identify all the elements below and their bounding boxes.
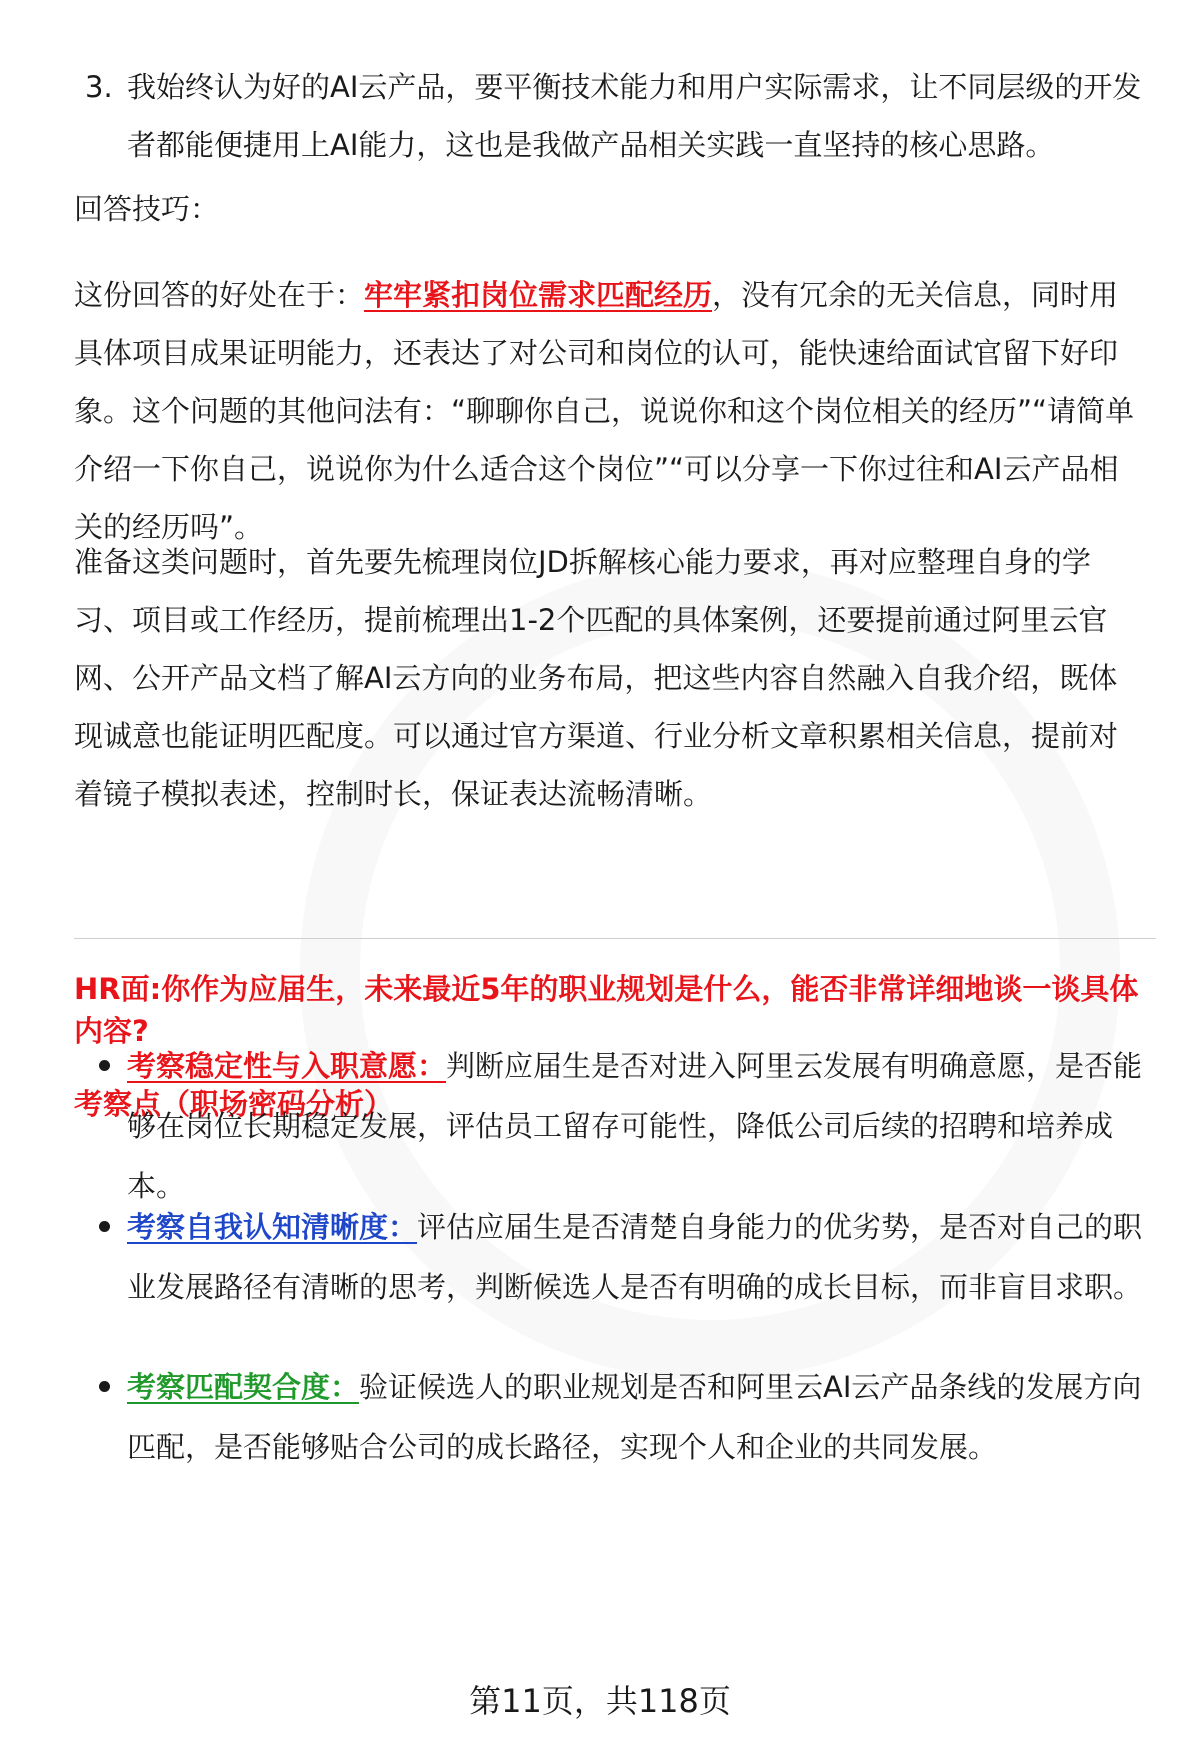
section-divider <box>74 938 1156 939</box>
bullet-dot <box>99 1381 110 1392</box>
bullet-text: 评估应届生是否清楚自身能力的优劣势，是否对自己的职业发展路径有清晰的思考，判断候选人是否有明确的成长目标，而非盲目求职。 <box>127 1210 1143 1304</box>
tips-paragraph-2: 准备这类问题时，首先要先梳理岗位JD拆解核心能力要求，再对应整理自身的学习、项目或工作经历，提前梳理出1-2个匹配的具体案例，还要提前通过阿里云官网、公开产品文档了解AI云方向的业务布局，把这些内容自然融入自我介绍，既体现诚意也能证明匹配度。可以通过官方渠道、行业分析文章积累相关信息，提前对着镜子模拟表述，控制时长，保证表达流畅清晰。 <box>74 545 1119 811</box>
question-title: HR面:你作为应届生，未来最近5年的职业规划是什么，能否非常详细地谈一谈具体内容? <box>74 972 1139 1048</box>
list-number: 3. <box>85 70 113 104</box>
bullet-dot <box>99 1060 110 1071</box>
analysis-title: 考察点（职场密码分析） <box>74 1087 394 1121</box>
tips-suffix: ，没有冗余的无关信息，同时用具体项目成果证明能力，还表达了对公司和岗位的认可，能快速给面试官留下好印象。这个问题的其他问法有：“聊聊你自己，说说你和这个岗位相关的经历”“请简单介绍一下你自己，说说你为什么适合这个岗位”“可以分享一下你过往和AI云产品相关的经历吗”。 <box>74 278 1135 544</box>
tips-prefix: 这份回答的好处在于： <box>74 278 365 312</box>
tips-paragraph-1 <box>74 266 1144 556</box>
bullet-text: 验证候选人的职业规划是否和阿里云AI云产品条线的发展方向匹配，是否能够贴合公司的成长路径，实现个人和企业的共同发展。 <box>127 1370 1142 1464</box>
tips-heading: 回答技巧： <box>74 192 220 226</box>
list-item <box>127 1357 1147 1477</box>
bullet-dot <box>99 1221 110 1232</box>
list-text: 我始终认为好的AI云产品，要平衡技术能力和用户实际需求，让不同层级的开发者都能便捷用上AI能力，这也是我做产品相关实践一直坚持的核心思路。 <box>127 70 1142 162</box>
bullet-text: 判断应届生是否对进入阿里云发展有明确意愿，是否能够在岗位长期稳定发展，评估员工留存可能性，降低公司后续的招聘和培养成本。 <box>127 1049 1143 1203</box>
bullet-label: 考察匹配契合度： <box>127 1370 360 1404</box>
bullet-label: 考察自我认知清晰度： <box>127 1210 418 1244</box>
bullet-label: 考察稳定性与入职意愿： <box>127 1049 447 1083</box>
list-item <box>85 58 1145 174</box>
page-footer: 第11页，共118页 <box>469 1682 731 1720</box>
list-item <box>127 1036 1147 1216</box>
list-item <box>127 1197 1147 1317</box>
tips-highlight: 牢牢紧扣岗位需求匹配经历 <box>364 278 713 312</box>
